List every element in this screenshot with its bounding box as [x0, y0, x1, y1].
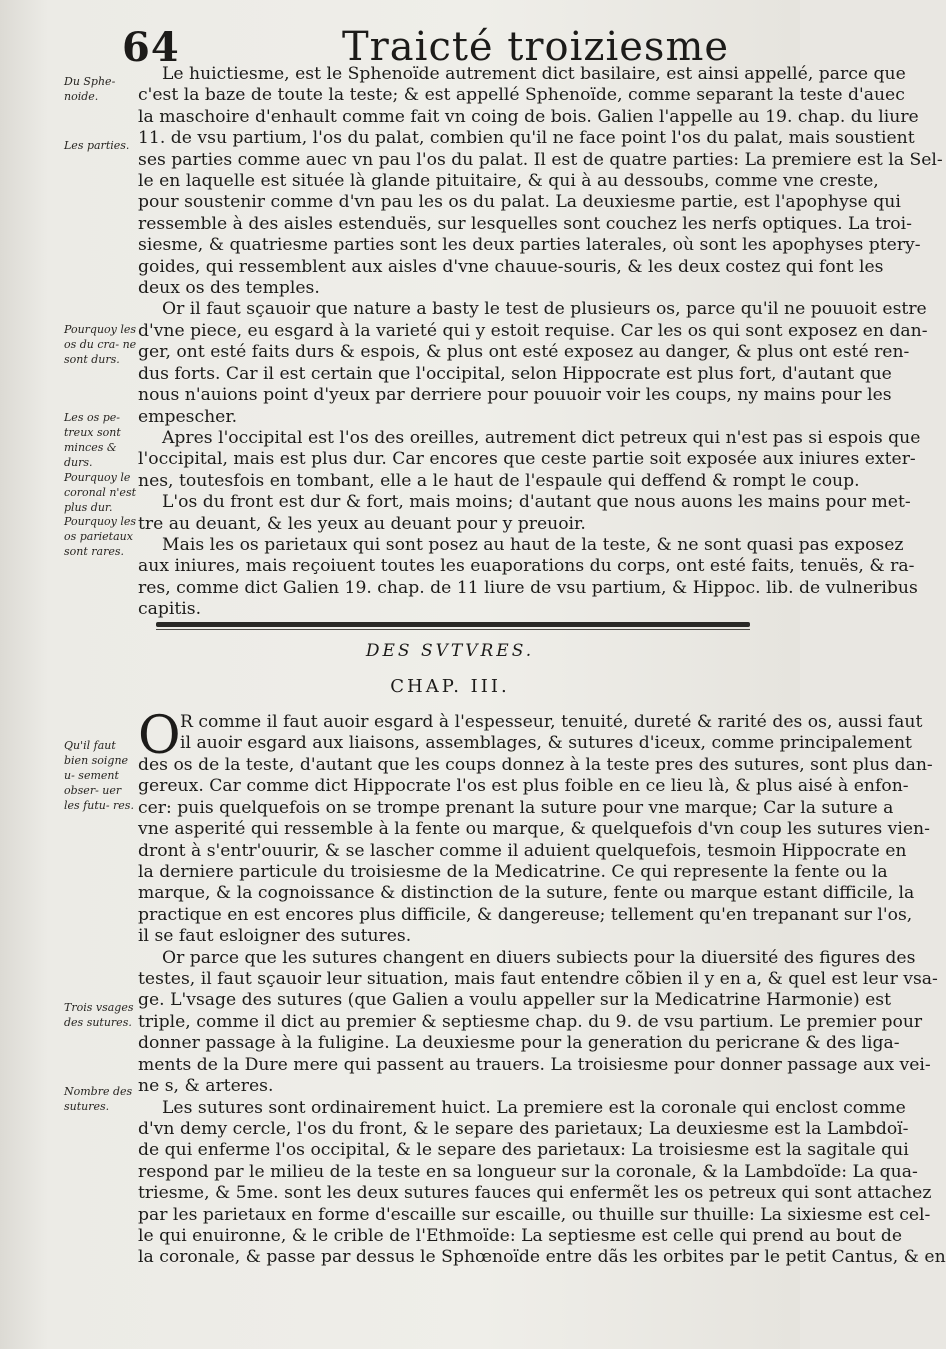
text-line: ses parties comme auec vn pau l'os du palat. Il est de quatre parties: La premiere est la Sel-	[138, 149, 943, 170]
margin-note: Pourquoy les os parietaux sont rares.	[64, 515, 137, 558]
text-line: deux os des temples.	[138, 278, 320, 299]
text-line: donner passage à la fuligine. La deuxiesme pour la generation du pericrane & des liga-	[138, 1033, 900, 1054]
text-line: dus forts. Car il est certain que l'occipital, selon Hippocrate est plus fort, d'autant que	[138, 363, 892, 384]
text-line: de qui enferme l'os occipital, & le separe des parietaux: La troisiesme est la sagitale qui	[138, 1140, 909, 1161]
text-line: la maschoire d'enhault comme fait vn coing de bois. Galien l'appelle au 19. chap. du liure	[138, 106, 919, 127]
text-line: dront à s'entr'ouurir, & se lascher comme il aduient quelquefois, tesmoin Hippocrate en	[138, 840, 907, 861]
paragraph	[138, 755, 933, 948]
paragraph	[138, 64, 943, 299]
text-line: Le huictiesme, est le Sphenoïde autrement dict basilaire, est ainsi appellé, parce que	[162, 64, 906, 84]
text-line: triesme, & 5me. sont les deux sutures fauces qui enfermẽt les os petreux qui sont attachez	[138, 1183, 932, 1204]
text-line: ments de la Dure mere qui passent au trauers. La troisiesme pour donner passage aux vei-	[138, 1054, 931, 1075]
text-line: le en laquelle est située là glande pituitaire, & qui à au dessoubs, comme vne creste,	[138, 171, 879, 192]
text-line: nous n'auions point d'yeux par derriere pour pouuoir voir les coups, ny mains pour les	[138, 385, 892, 406]
body-text-upper	[138, 64, 943, 621]
margin-note: Les os pe- treux sont minces & durs.	[64, 411, 121, 469]
text-line: testes, il faut sçauoir leur situation, mais faut entendre cõbien il y en a, & quel est leur vsa-	[138, 969, 938, 990]
text-line: c'est la baze de toute la teste; & est appellé Sphenoïde, comme separant la teste d'auec	[138, 85, 905, 106]
text-line: par les parietaux en forme d'escaille sur escaille, ou thuille sur thuille: La sixiesme est cel-	[138, 1204, 931, 1225]
text-line: tre au deuant, & les yeux au deuant pour y preuoir.	[138, 513, 586, 534]
text-line: empescher.	[138, 406, 238, 427]
chapter-title: CHAP. III.	[390, 676, 510, 697]
text-line: Or parce que les sutures changent en diuers subiects pour la diuersité des figures des	[162, 947, 916, 968]
text-line: la coronale, & passe par dessus le Sphœnoïde entre dãs les orbites par le petit Cantus, & en	[138, 1247, 946, 1268]
text-line: d'vne piece, eu esgard à la varieté qui y estoit requise. Car les os qui sont exposez en dan-	[138, 320, 928, 341]
margin-note: Trois vsages des sutures.	[64, 1001, 134, 1029]
text-line: R comme il faut auoir esgard à l'espesseur, tenuité, dureté & rarité des os, aussi faut	[180, 712, 923, 732]
section-rule-thin	[156, 629, 750, 630]
paragraph	[138, 299, 928, 427]
drop-cap: O	[138, 706, 181, 766]
text-line: capitis.	[138, 599, 202, 620]
text-line: siesme, & quatriesme parties sont les deux parties laterales, où sont les apophyses ptery-	[138, 235, 921, 256]
text-line: respond par le milieu de la teste en sa longueur sur la coronale, & la Lambdoïde: La qua-	[138, 1161, 918, 1182]
section-title: DES SVTVRES.	[365, 641, 535, 661]
paragraph	[138, 947, 938, 1098]
margin-note: Pourquoy le coronal n'est plus dur.	[64, 471, 137, 514]
paragraph	[138, 534, 918, 621]
margin-note: Les parties.	[64, 139, 130, 152]
text-line: Mais les os parietaux qui sont posez au haut de la teste, & ne sont quasi pas exposez	[162, 534, 904, 555]
text-line: aux iniures, mais reçoiuent toutes les euaporations du corps, ont esté faits, tenuës, & ra-	[138, 556, 915, 577]
paragraph	[138, 1097, 946, 1269]
margin-note: Nombre des sutures.	[64, 1085, 133, 1113]
text-line: Apres l'occipital est l'os des oreilles, autrement dict petreux qui n'est pas si espois que	[162, 427, 921, 448]
margin-note: Qu'il faut bien soigne u- sement obser- uer les futu- res.	[64, 739, 134, 812]
text-line: d'vn demy cercle, l'os du front, & le separe des parietaux; La deuxiesme est la Lambdoï-	[138, 1118, 909, 1139]
text-line: il se faut esloigner des sutures.	[138, 926, 412, 947]
paragraph	[138, 492, 911, 535]
text-line: cer: puis quelquefois on se trompe prenant la suture pour vne marque; Car la suture a	[138, 797, 894, 818]
text-line: pour soustenir comme d'vn pau les os du palat. La deuxiesme partie, est l'apophyse qui	[138, 192, 901, 213]
page-header	[0, 18, 800, 71]
body-text-chapter-first	[180, 712, 923, 755]
body-text-lower	[138, 755, 946, 1269]
section-rule	[156, 622, 750, 627]
text-line: ger, ont esté faits durs & espois, & plus ont esté exposez au danger, & plus ont esté ren-	[138, 342, 910, 363]
text-line: nes, toutesfois en tombant, elle a le haut de l'espaule qui deffend & rompt le coup.	[138, 470, 860, 491]
text-line: goides, qui ressemblent aux aisles d'vne chauue-souris, & les deux costez qui font les	[138, 256, 884, 277]
text-line: Or il faut sçauoir que nature a basty le test de plusieurs os, parce qu'il ne pouuoit estre	[162, 299, 927, 320]
running-title: Traicté troiziesme	[342, 24, 730, 70]
text-line: vne asperité qui ressemble à la fente ou marque, & quelquefois d'vn coup les sutures vien-	[138, 819, 930, 840]
margin-note: Du Sphe- noide.	[64, 75, 116, 103]
text-line: la derniere particule du troisiesme de la Medicatrine. Ce qui represente la fente ou la	[138, 862, 888, 883]
text-line: practique en est encores plus difficile, & dangereuse; tellement qu'en trepanant sur l'os,	[138, 904, 913, 925]
text-line: des os de la teste, d'autant que les coups donnez à la teste pres des sutures, sont plus dan-	[138, 755, 933, 775]
paragraph	[138, 427, 921, 492]
text-line: gereux. Car comme dict Hippocrate l'os est plus foible en ce lieu là, & plus aisé à enfon-	[138, 776, 909, 797]
text-line: ne s, & arteres.	[138, 1076, 274, 1097]
text-line: l'occipital, mais est plus dur. Car encores que ceste partie soit exposée aux iniures exter-	[138, 449, 916, 470]
text-line: marque, & la cognoissance & distinction de la suture, fente ou marque estant difficile, la	[138, 883, 915, 904]
text-line: Les sutures sont ordinairement huict. La premiere est la coronale qui enclost comme	[162, 1097, 906, 1118]
text-line: 11. de vsu partium, l'os du palat, combien qu'il ne face point l'os du palat, mais soustient	[138, 128, 915, 149]
text-line: ressemble à des aisles estenduës, sur lesquelles sont couchez les nerfs optiques. La troi-	[138, 213, 912, 234]
text-line: res, comme dict Galien 19. chap. de 11 liure de vsu partium, & Hippoc. lib. de vulneribus	[138, 577, 918, 598]
page-number: 64	[122, 24, 180, 71]
text-line: triple, comme il dict au premier & septiesme chap. du 9. de vsu partium. Le premier pour	[138, 1011, 923, 1032]
text-line: il auoir esgard aux liaisons, assemblages, & sutures d'iceux, comme principalement	[180, 733, 912, 754]
text-line: L'os du front est dur & fort, mais moins; d'autant que nous auons les mains pour met-	[162, 492, 911, 513]
text-line: le qui enuironne, & le crible de l'Ethmoïde: La septiesme est celle qui prend au bout de	[138, 1225, 903, 1246]
text-line: ge. L'vsage des sutures (que Galien a voulu appeller sur la Medicatrine Harmonie) est	[138, 990, 892, 1011]
margin-note: Pourquoy les os du cra- ne sont durs.	[64, 323, 137, 366]
